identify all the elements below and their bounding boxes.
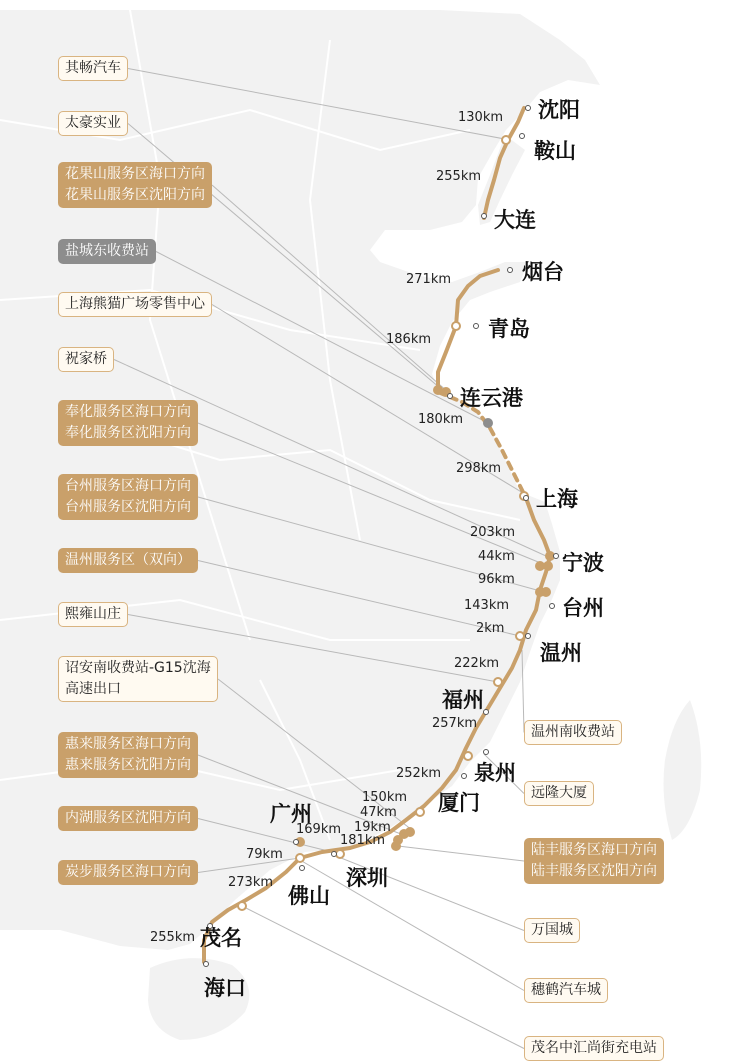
poi-tag[interactable] (58, 732, 198, 778)
poi-tag-line: 高速出口 (65, 681, 121, 697)
poi-tag-line: 惠来服务区海口方向 (65, 736, 191, 752)
city-dot (300, 866, 305, 871)
poi-tag-line: 奉化服务区海口方向 (65, 404, 191, 420)
distance-label: 150km (362, 790, 408, 805)
distance-label: 44km (478, 549, 515, 564)
poi-tag-line: 惠来服务区沈阳方向 (65, 757, 191, 773)
city-dot (204, 962, 209, 967)
poi-tag-line: 内湖服务区沈阳方向 (65, 810, 191, 826)
distance-label: 255km (150, 930, 196, 945)
distance-label: 186km (386, 332, 432, 347)
poi-tag[interactable] (524, 978, 608, 1003)
distance-label: 271km (406, 272, 452, 287)
poi-tag[interactable] (524, 781, 594, 806)
distance-label: 255km (436, 169, 482, 184)
distance-label: 79km (246, 847, 283, 862)
city-dot (462, 774, 467, 779)
city-label-anshan: 鞍山 (534, 139, 576, 163)
distance-label: 2km (476, 621, 505, 636)
service-area-marker (405, 827, 415, 837)
distance-label: 169km (296, 822, 342, 837)
poi-tag[interactable] (58, 602, 128, 627)
poi-tag-line: 穗鹤汽车城 (531, 982, 601, 998)
poi-tag-line: 其畅汽车 (65, 60, 121, 76)
poi-tag[interactable] (58, 806, 198, 831)
city-label-qingdao: 青岛 (488, 317, 530, 341)
city-dot (294, 840, 299, 845)
city-label-foshan: 佛山 (288, 884, 330, 908)
poi-tag-line: 花果山服务区海口方向 (65, 166, 205, 182)
poi-tag-line: 奉化服务区沈阳方向 (65, 425, 191, 441)
poi-tag-line: 上海熊猫广场零售中心 (65, 296, 205, 312)
poi-tag-line: 万国城 (531, 922, 573, 938)
poi-marker (416, 808, 424, 816)
poi-tag-line: 温州南收费站 (531, 724, 615, 740)
poi-tag[interactable] (58, 56, 128, 81)
poi-marker (452, 322, 460, 330)
city-dot (482, 214, 487, 219)
distance-label: 180km (418, 412, 464, 427)
poi-tag-line: 茂名中汇尚街充电站 (531, 1040, 657, 1056)
city-label-xiamen: 厦门 (438, 791, 480, 815)
poi-tag[interactable] (58, 111, 128, 136)
city-dot (526, 634, 531, 639)
poi-tag-line: 盐城东收费站 (65, 243, 149, 259)
poi-tag[interactable] (58, 400, 198, 446)
poi-tag-line: 台州服务区沈阳方向 (65, 499, 191, 515)
poi-tag[interactable] (58, 347, 114, 372)
distance-label: 143km (464, 598, 510, 613)
poi-marker (516, 632, 524, 640)
city-dot (520, 134, 525, 139)
city-dot (554, 554, 559, 559)
poi-marker (336, 850, 344, 858)
city-label-wenzhou: 温州 (540, 641, 582, 665)
poi-tag-line: 温州服务区（双向） (65, 552, 191, 568)
distance-label: 203km (470, 525, 516, 540)
distance-label: 130km (458, 110, 504, 125)
city-label-fuzhou: 福州 (442, 688, 484, 712)
poi-tag[interactable] (58, 474, 198, 520)
poi-tag-line: 陆丰服务区沈阳方向 (531, 863, 657, 879)
toll-station-marker (483, 418, 493, 428)
city-label-maoming: 茂名 (200, 926, 242, 950)
city-label-dalian: 大连 (494, 208, 536, 232)
city-dot (508, 268, 513, 273)
city-dot (332, 852, 337, 857)
poi-tag[interactable] (58, 860, 198, 885)
service-area-marker (543, 561, 553, 571)
poi-tag-line: 太豪实业 (65, 115, 121, 131)
poi-tag-line: 诏安南收费站-G15沈海 (65, 660, 211, 676)
city-label-yantai: 烟台 (522, 260, 564, 284)
distance-label: 181km (340, 833, 386, 848)
poi-tag[interactable] (58, 656, 218, 702)
poi-tag[interactable] (58, 292, 212, 317)
city-dot (484, 710, 489, 715)
distance-label: 222km (454, 656, 500, 671)
distance-label: 298km (456, 461, 502, 476)
distance-label: 47km (360, 805, 397, 820)
city-dot (526, 106, 531, 111)
poi-tag-line: 熙雍山庄 (65, 606, 121, 622)
city-label-guangzhou: 广州 (270, 802, 312, 826)
poi-marker (464, 752, 472, 760)
leader-line (398, 846, 524, 861)
poi-marker (502, 136, 510, 144)
poi-tag-line: 陆丰服务区海口方向 (531, 842, 657, 858)
city-label-quanzhou: 泉州 (474, 761, 516, 785)
service-area-marker (393, 835, 403, 845)
city-label-haikou: 海口 (204, 976, 246, 1000)
distance-label: 252km (396, 766, 442, 781)
poi-tag-line: 台州服务区海口方向 (65, 478, 191, 494)
poi-marker (494, 678, 502, 686)
distance-label: 96km (478, 572, 515, 587)
poi-tag-line: 炭步服务区海口方向 (65, 864, 191, 880)
city-dot (524, 496, 529, 501)
city-dot (484, 750, 489, 755)
poi-tag-line: 花果山服务区沈阳方向 (65, 187, 205, 203)
poi-tag[interactable] (524, 918, 580, 943)
poi-marker (238, 902, 246, 910)
taiwan-island (664, 700, 702, 840)
poi-tag-line: 远隆大厦 (531, 785, 587, 801)
city-label-shenzhen: 深圳 (346, 866, 388, 890)
city-dot (474, 324, 479, 329)
distance-label: 19km (354, 820, 391, 835)
poi-marker (296, 854, 304, 862)
leader-line (300, 860, 524, 991)
city-dot (550, 604, 555, 609)
leader-line (242, 906, 524, 1049)
city-dot (448, 394, 453, 399)
poi-tag[interactable] (58, 548, 198, 573)
poi-tag[interactable] (58, 162, 212, 208)
poi-tag[interactable] (524, 838, 664, 884)
distance-label: 257km (432, 716, 478, 731)
city-label-shanghai: 上海 (536, 487, 578, 511)
poi-tag[interactable] (524, 1036, 664, 1061)
service-area-marker (541, 587, 551, 597)
poi-tag-line: 祝家桥 (65, 351, 107, 367)
distance-label: 273km (228, 875, 274, 890)
city-label-shenyang: 沈阳 (538, 98, 580, 122)
poi-tag[interactable] (58, 239, 156, 264)
city-label-ningbo: 宁波 (562, 551, 604, 575)
city-label-taizhou: 台州 (562, 596, 604, 620)
poi-tag[interactable] (524, 720, 622, 745)
city-label-lianyungang: 连云港 (460, 386, 523, 410)
